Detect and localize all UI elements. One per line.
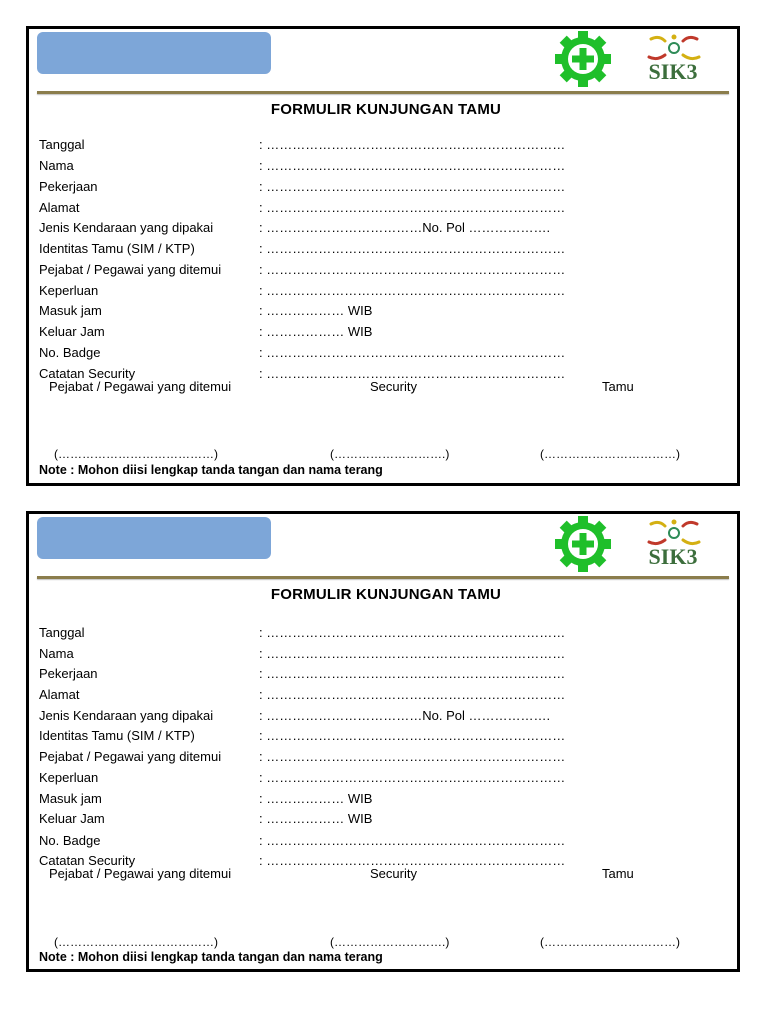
field-line[interactable]: : …………………………………………………………… xyxy=(259,241,566,256)
header-color-box xyxy=(37,517,271,559)
form-note: Note : Mohon diisi lengkap tanda tangan dan nama terang xyxy=(39,463,383,477)
field-line[interactable]: : …………………………………………………………… xyxy=(259,687,566,702)
field-line[interactable]: : ……………… WIB xyxy=(259,791,373,806)
field-line[interactable]: : …………………………………………………………… xyxy=(259,833,566,848)
field-line[interactable]: : …………………………………………………………… xyxy=(259,283,566,298)
field-label: Identitas Tamu (SIM / KTP) xyxy=(39,241,195,256)
sik3-logo-text: SIK3 xyxy=(648,544,698,569)
field-line[interactable]: : …………………………………………………………… xyxy=(259,749,566,764)
field-line[interactable]: : …………………………………………………………… xyxy=(259,366,566,381)
field-label: Nama xyxy=(39,646,74,661)
field-label: Jenis Kendaraan yang dipakai xyxy=(39,708,214,723)
signature-label-tamu: Tamu xyxy=(602,866,634,881)
k3-gear-cross-icon xyxy=(547,516,619,572)
field-label: Keluar Jam xyxy=(39,811,105,826)
field-line[interactable]: : ………………………………No. Pol ………………. xyxy=(259,220,551,235)
field-label: Jenis Kendaraan yang dipakai xyxy=(39,220,214,235)
field-label: Keperluan xyxy=(39,770,99,785)
form-title: FORMULIR KUNJUNGAN TAMU xyxy=(270,586,502,603)
field-line[interactable]: : ………………………………No. Pol ………………. xyxy=(259,708,551,723)
field-label: Alamat xyxy=(39,200,80,215)
field-label: Masuk jam xyxy=(39,791,102,806)
signature-blank-security[interactable]: (……………………….) xyxy=(330,935,450,949)
field-line[interactable]: : …………………………………………………………… xyxy=(259,179,566,194)
signature-label-pejabat: Pejabat / Pegawai yang ditemui xyxy=(49,866,232,881)
signature-blank-pejabat[interactable]: (…………………………………) xyxy=(54,447,218,461)
field-line[interactable]: : …………………………………………………………… xyxy=(259,137,566,152)
signature-blank-pejabat[interactable]: (…………………………………) xyxy=(54,935,218,949)
field-label: Masuk jam xyxy=(39,303,102,318)
field-line[interactable]: : …………………………………………………………… xyxy=(259,853,566,868)
field-line[interactable]: : …………………………………………………………… xyxy=(259,728,566,743)
field-label: Tanggal xyxy=(39,625,85,640)
field-label: Pekerjaan xyxy=(39,179,98,194)
header-color-box xyxy=(37,32,271,74)
field-line[interactable]: : ……………… WIB xyxy=(259,811,373,826)
field-label: Pejabat / Pegawai yang ditemui xyxy=(39,749,222,764)
sik3-logo xyxy=(625,33,721,85)
field-line[interactable]: : …………………………………………………………… xyxy=(259,158,566,173)
field-label: Pekerjaan xyxy=(39,666,98,681)
field-label: No. Badge xyxy=(39,833,101,848)
field-label: Pejabat / Pegawai yang ditemui xyxy=(39,262,222,277)
field-label: Catatan Security xyxy=(39,853,136,868)
field-line[interactable]: : …………………………………………………………… xyxy=(259,646,566,661)
field-label: No. Badge xyxy=(39,345,101,360)
signature-blank-tamu[interactable]: (……………………………) xyxy=(540,447,680,461)
visitor-form-card-1 xyxy=(26,26,740,486)
field-line[interactable]: : …………………………………………………………… xyxy=(259,200,566,215)
visitor-form-card-2 xyxy=(26,511,740,972)
header-divider xyxy=(37,91,729,94)
sik3-logo xyxy=(625,518,721,570)
field-label: Keperluan xyxy=(39,283,99,298)
field-line[interactable]: : …………………………………………………………… xyxy=(259,666,566,681)
field-label: Nama xyxy=(39,158,74,173)
field-line[interactable]: : ……………… WIB xyxy=(259,324,373,339)
field-label: Keluar Jam xyxy=(39,324,105,339)
form-note: Note : Mohon diisi lengkap tanda tangan dan nama terang xyxy=(39,950,383,964)
signature-label-tamu: Tamu xyxy=(602,379,634,394)
field-label: Alamat xyxy=(39,687,80,702)
field-label: Catatan Security xyxy=(39,366,136,381)
form-title: FORMULIR KUNJUNGAN TAMU xyxy=(270,101,502,118)
field-label: Tanggal xyxy=(39,137,85,152)
field-line[interactable]: : …………………………………………………………… xyxy=(259,345,566,360)
k3-gear-cross-icon xyxy=(547,31,619,87)
signature-blank-tamu[interactable]: (……………………………) xyxy=(540,935,680,949)
field-label: Identitas Tamu (SIM / KTP) xyxy=(39,728,195,743)
signature-label-pejabat: Pejabat / Pegawai yang ditemui xyxy=(49,379,232,394)
sik3-logo-text: SIK3 xyxy=(648,59,698,84)
field-line[interactable]: : …………………………………………………………… xyxy=(259,770,566,785)
header-divider xyxy=(37,576,729,579)
field-line[interactable]: : …………………………………………………………… xyxy=(259,262,566,277)
signature-label-security: Security xyxy=(370,866,417,881)
signature-blank-security[interactable]: (……………………….) xyxy=(330,447,450,461)
signature-label-security: Security xyxy=(370,379,417,394)
field-line[interactable]: : ……………… WIB xyxy=(259,303,373,318)
field-line[interactable]: : …………………………………………………………… xyxy=(259,625,566,640)
